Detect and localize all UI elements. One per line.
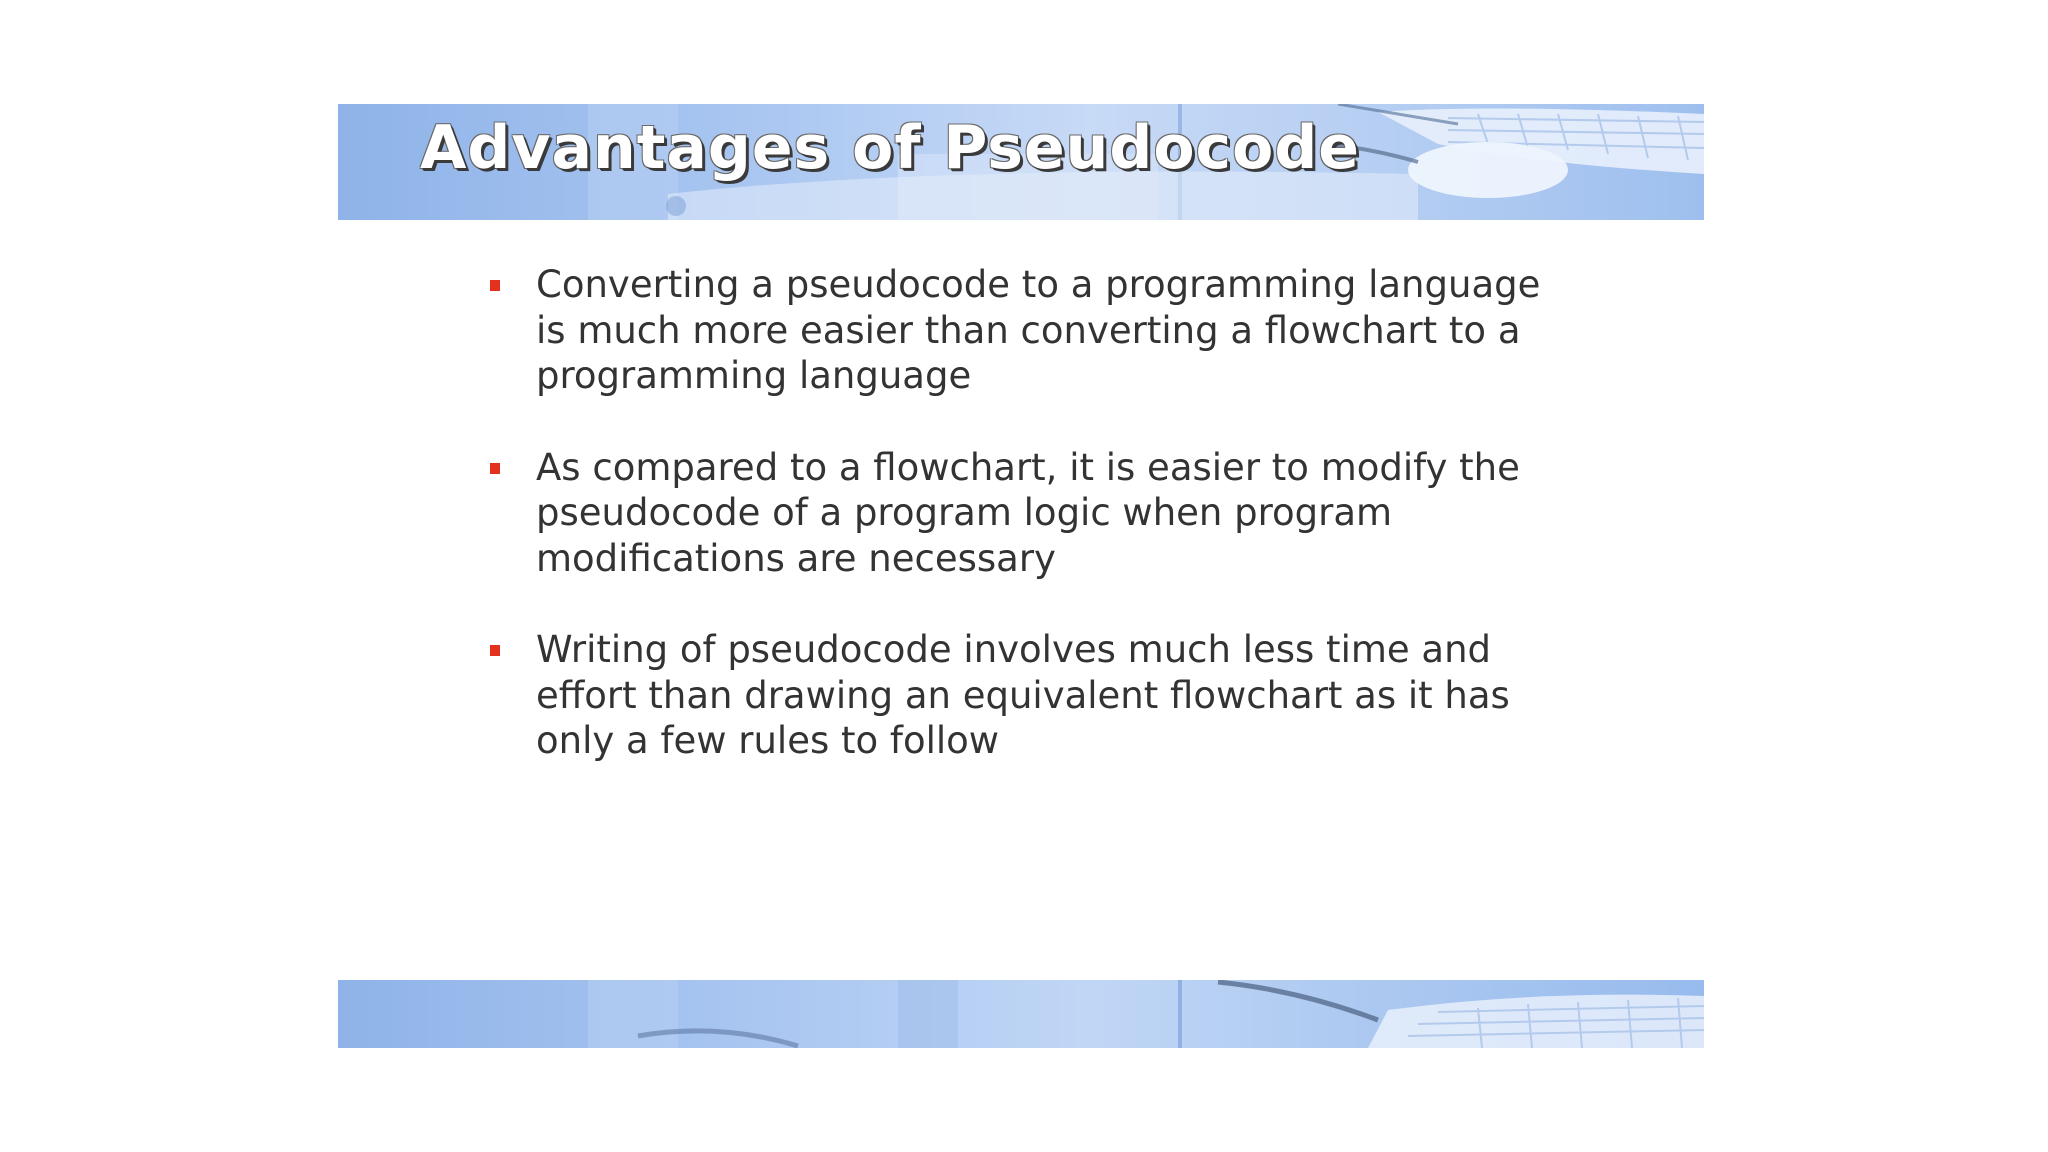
bullet-item (536, 627, 1576, 764)
slide-title: Advantages of Pseudocode (420, 113, 1360, 183)
header-banner (338, 104, 1704, 220)
bullet-item (536, 262, 1576, 399)
keyboard-footer-image (338, 980, 1704, 1048)
square-bullet-icon (490, 645, 500, 656)
bullet-item (536, 445, 1576, 582)
slide (338, 104, 1704, 1048)
bullet-text: Writing of pseudocode involves much less time and effort than drawing an equivalent flowchart as it has only a few rules to follow (536, 628, 1510, 762)
bullet-text: As compared to a flowchart, it is easier to modify the pseudocode of a program logic when program modifications are necessary (536, 445, 1520, 580)
square-bullet-icon (490, 280, 500, 291)
bullet-list (338, 262, 1704, 810)
footer-banner (338, 980, 1704, 1048)
square-bullet-icon (490, 463, 500, 474)
bullet-text: Converting a pseudocode to a programming language is much more easier than converting a flowchart to a programming language (536, 263, 1541, 397)
